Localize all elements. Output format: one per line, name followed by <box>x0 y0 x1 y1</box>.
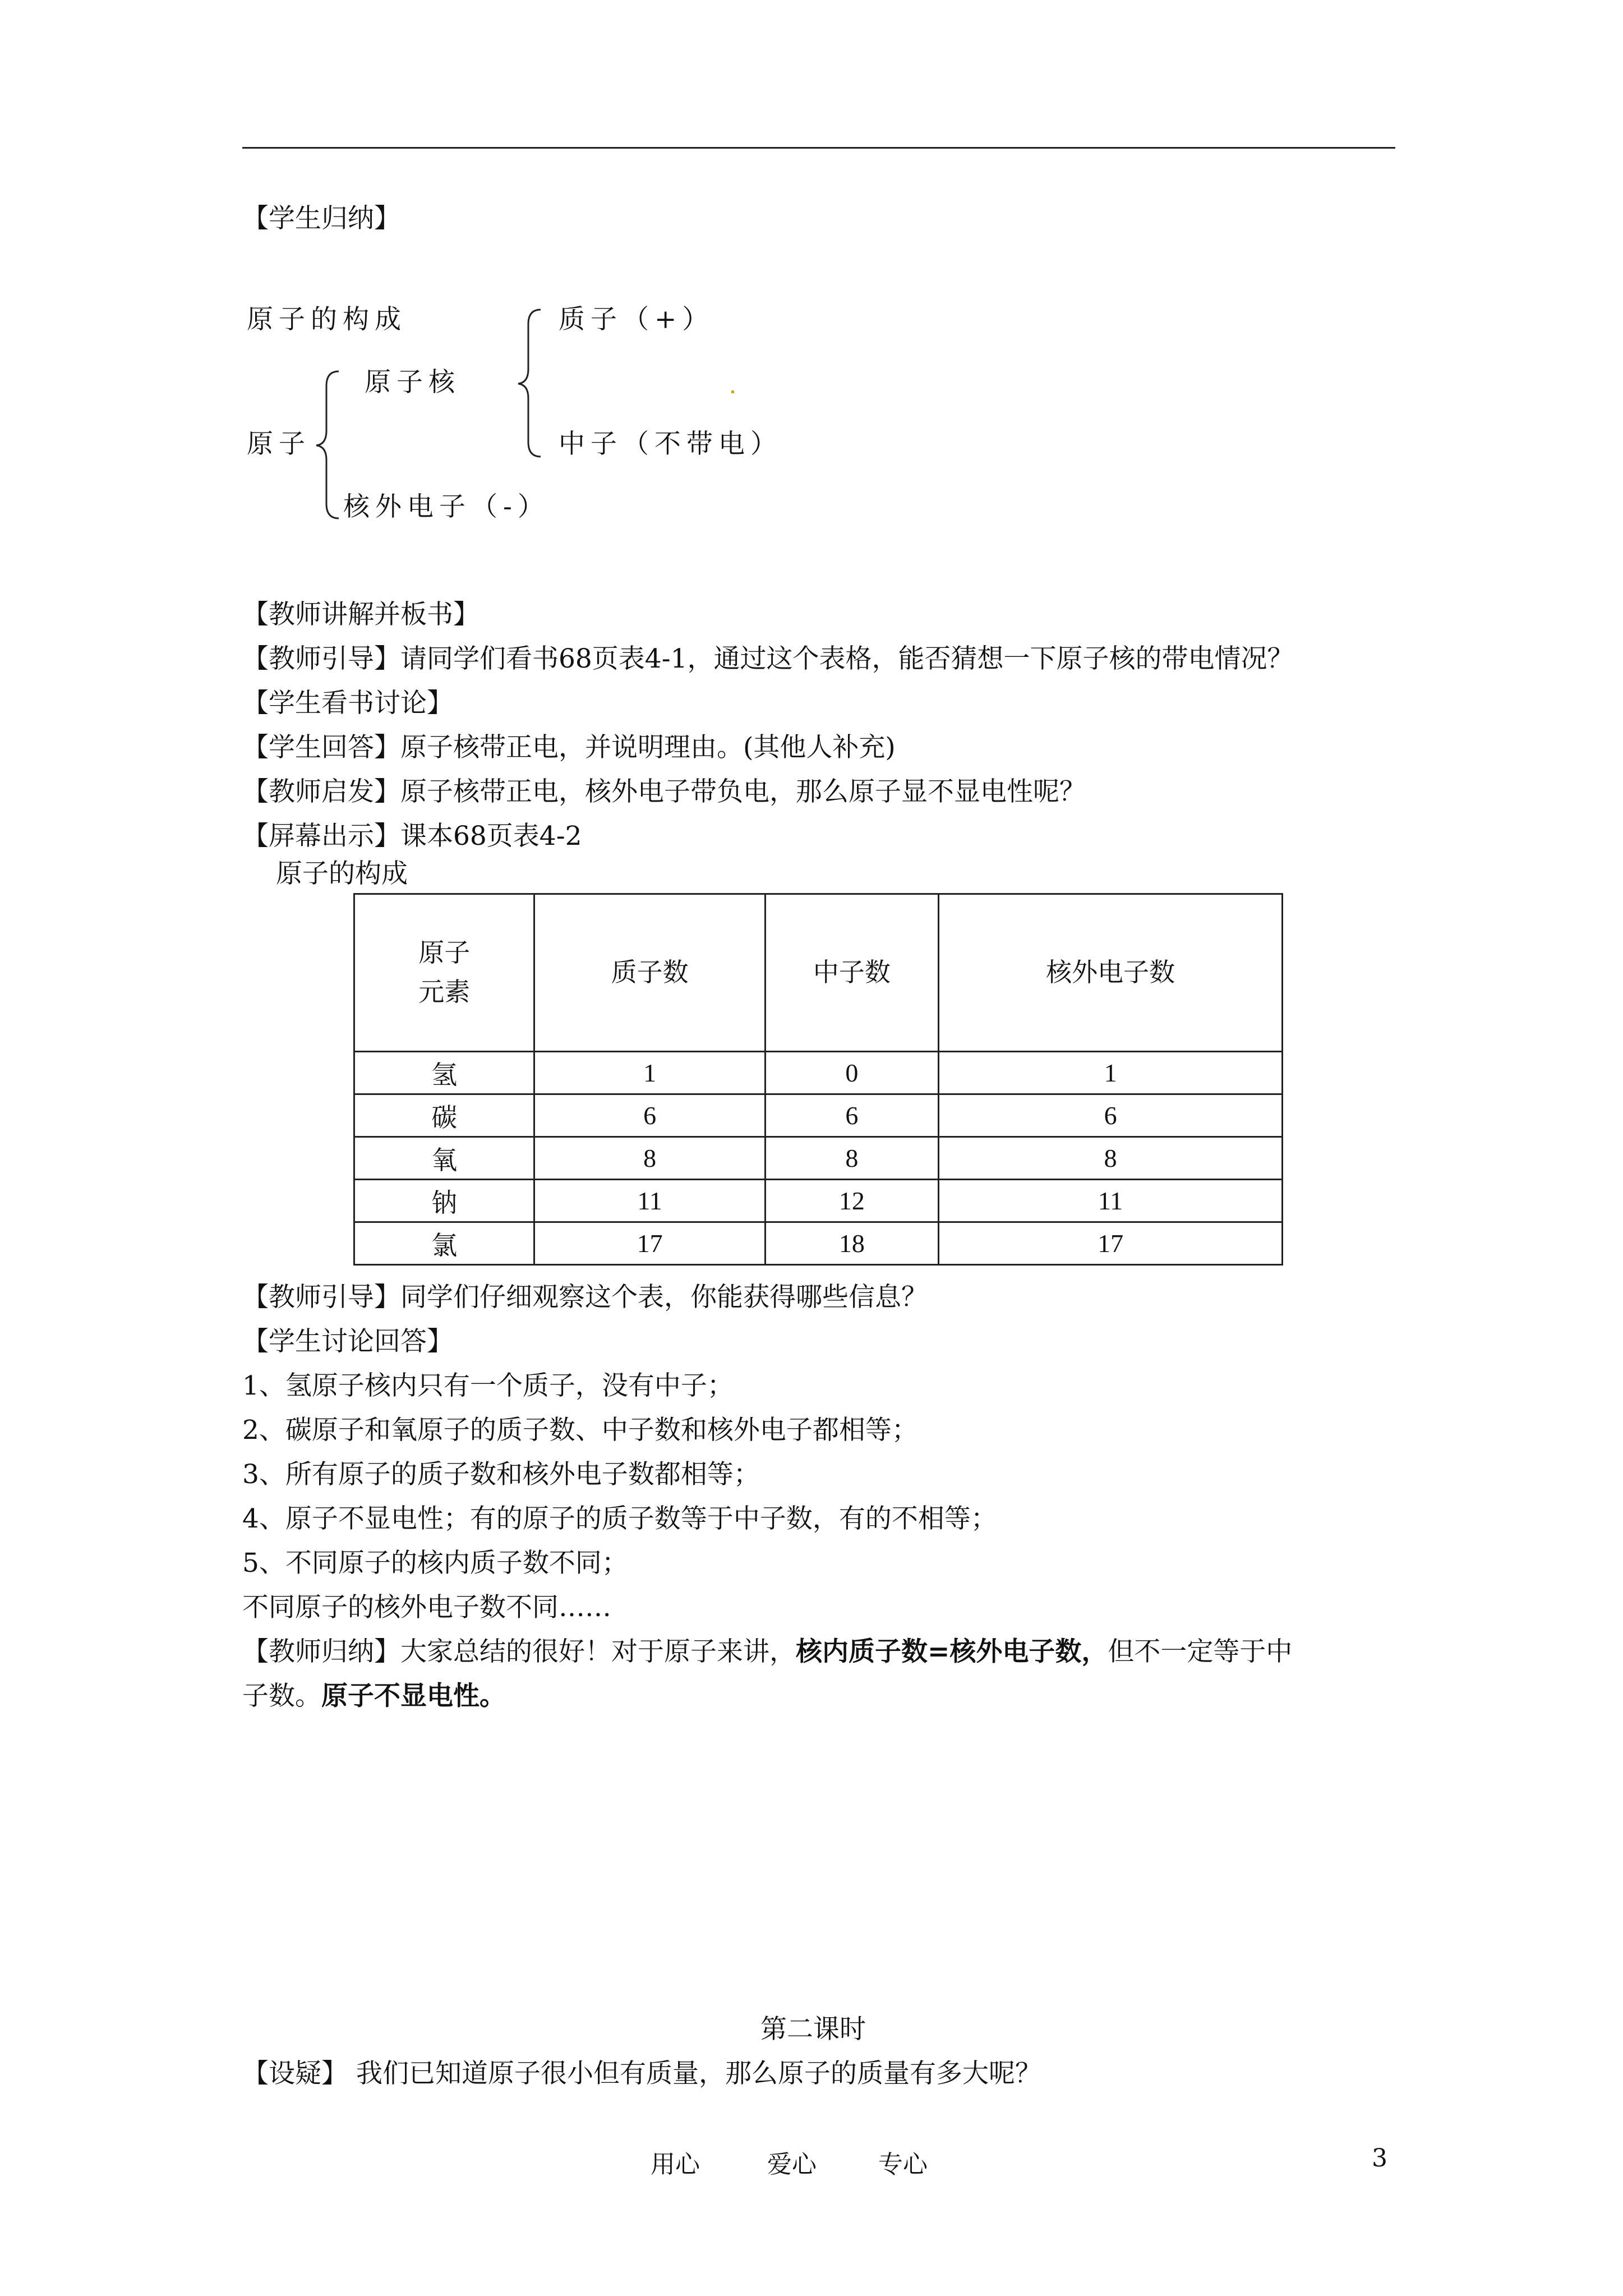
neutrons-cell: 12 <box>765 1180 938 1222</box>
teacher-summary-line2 <box>242 1680 506 1713</box>
electrons-cell: 6 <box>939 1094 1283 1137</box>
dialogue-line: 【教师引导】同学们仔细观察这个表，你能获得哪些信息？ <box>242 1282 928 1313</box>
stray-dot <box>731 390 734 393</box>
neutrons-cell: 6 <box>765 1094 938 1137</box>
header-corner-top: 原子 <box>418 938 471 967</box>
table-caption: 原子的构成 <box>276 858 408 889</box>
teacher-summary-line1 <box>242 1635 1292 1669</box>
student-summary-heading: 【学生归纳】 <box>242 203 400 234</box>
header-corner-bottom: 元素 <box>418 978 471 1006</box>
element-cell: 钠 <box>354 1180 534 1222</box>
dialogue-line: 【屏幕出示】课本68页表4-2 <box>242 821 582 852</box>
element-cell: 氧 <box>354 1137 534 1180</box>
atom-structure-table <box>353 893 1283 1266</box>
electrons-cell: 11 <box>939 1180 1283 1222</box>
dialogue-line: 【学生回答】原子核带正电，并说明理由。(其他人补充) <box>242 732 896 763</box>
discussion-point: 3、所有原子的质子数和核外电子数都相等； <box>242 1459 760 1490</box>
dialogue-line: 【学生讨论回答】 <box>242 1326 453 1357</box>
summary-bold-equation: 核内质子数=核外电子数， <box>796 1636 1108 1667</box>
protons-cell: 8 <box>534 1137 765 1180</box>
table-row <box>354 1180 1283 1222</box>
neutron-label: 中子（不带电） <box>559 429 782 459</box>
header-rule <box>242 147 1395 149</box>
discussion-point: 5、不同原子的核内质子数不同； <box>242 1548 628 1579</box>
summary-prefix: 【教师归纳】大家总结的很好！对于原子来讲， <box>242 1636 796 1667</box>
dialogue-line: 【教师讲解并板书】 <box>242 599 479 630</box>
table-row <box>354 1222 1283 1265</box>
table-row <box>354 1052 1283 1094</box>
protons-cell: 11 <box>534 1180 765 1222</box>
discussion-point: 2、碳原子和氧原子的质子数、中子数和核外电子都相等； <box>242 1415 918 1446</box>
proton-label: 质子（+） <box>559 304 714 335</box>
footer-motto-3: 专心 <box>878 2150 928 2179</box>
electrons-cell: 1 <box>939 1052 1283 1094</box>
element-cell: 碳 <box>354 1094 534 1137</box>
dialogue-line: 【学生看书讨论】 <box>242 688 453 719</box>
element-cell: 氢 <box>354 1052 534 1094</box>
protons-cell: 6 <box>534 1094 765 1137</box>
atom-brace <box>314 369 348 521</box>
page-number: 3 <box>1372 2144 1387 2173</box>
nucleus-brace <box>516 307 550 459</box>
neutrons-cell: 8 <box>765 1137 938 1180</box>
structure-title: 原子的构成 <box>247 304 407 335</box>
summary-line2-prefix: 子数。 <box>242 1681 321 1711</box>
electrons-cell: 17 <box>939 1222 1283 1265</box>
summary-middle: 但不一定等于中 <box>1108 1636 1293 1667</box>
dialogue-line: 【教师引导】请同学们看书68页表4-1，通过这个表格，能否猜想一下原子核的带电情况？ <box>242 643 1294 674</box>
electron-label: 核外电子（-） <box>343 491 550 522</box>
electrons-cell: 8 <box>939 1137 1283 1180</box>
discussion-point: 4、原子不显电性；有的原子的质子数等于中子数，有的不相等； <box>242 1503 997 1534</box>
footer-motto-1: 用心 <box>651 2150 700 2179</box>
lesson2-question: 【设疑】 我们已知道原子很小但有质量，那么原子的质量有多大呢？ <box>242 2058 1041 2089</box>
summary-bold-conclusion: 原子不显电性。 <box>321 1681 506 1711</box>
neutrons-cell: 0 <box>765 1052 938 1094</box>
discussion-point: 不同原子的核外电子数不同…… <box>242 1592 611 1623</box>
lesson2-title: 第二课时 <box>760 2014 866 2045</box>
discussion-point: 1、氢原子核内只有一个质子，没有中子； <box>242 1370 734 1401</box>
footer-motto-2: 爱心 <box>767 2150 817 2179</box>
table-row <box>354 1094 1283 1137</box>
column-header-protons: 质子数 <box>534 894 765 1052</box>
table-row <box>354 1137 1283 1180</box>
dialogue-line: 【教师启发】原子核带正电，核外电子带负电，那么原子显不显电性呢？ <box>242 776 1086 807</box>
column-header-neutrons: 中子数 <box>765 894 938 1052</box>
protons-cell: 17 <box>534 1222 765 1265</box>
element-cell: 氯 <box>354 1222 534 1265</box>
neutrons-cell: 18 <box>765 1222 938 1265</box>
protons-cell: 1 <box>534 1052 765 1094</box>
nucleus-label: 原子核 <box>365 367 460 398</box>
column-header-electrons: 核外电子数 <box>939 894 1283 1052</box>
atom-label: 原子 <box>247 429 311 459</box>
header-corner-cell <box>354 894 534 1052</box>
table-header-row <box>354 894 1283 1052</box>
